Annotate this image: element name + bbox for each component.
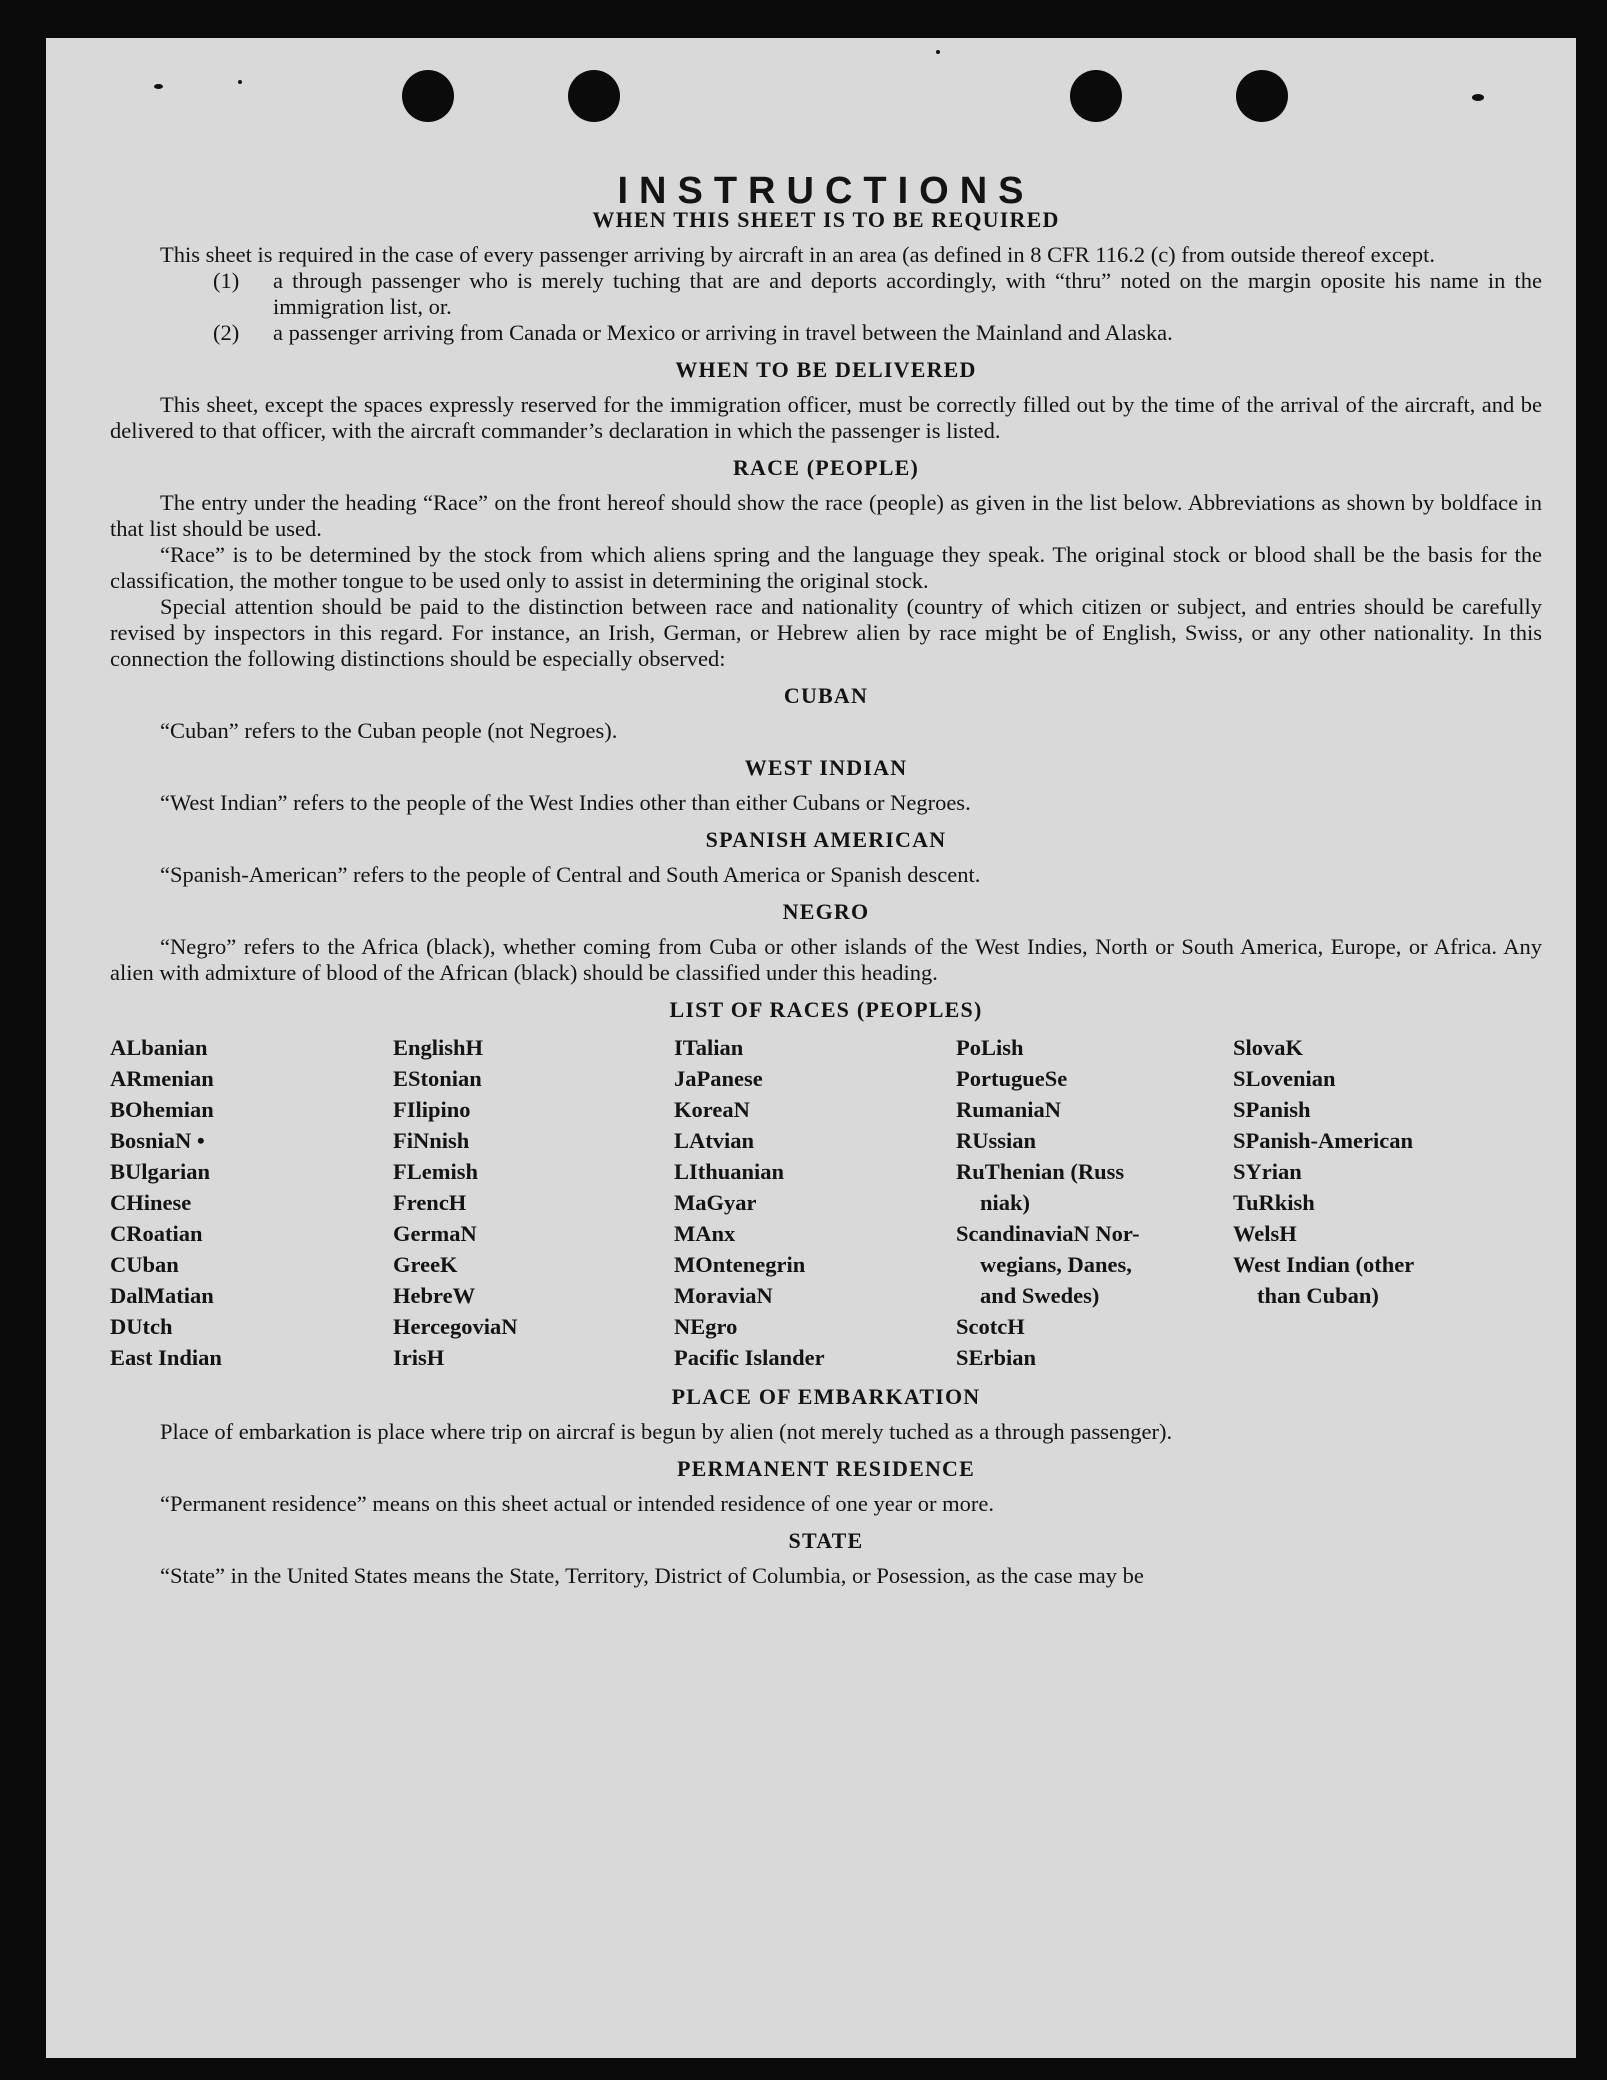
heading-west-indian: WEST INDIAN bbox=[744, 755, 908, 780]
paragraph-delivered: This sheet, except the spaces expressly reserved for the immigration officer, must be correctly filled out by the time of the arrival of the aircraft, and be delivered to that officer, with the aircraft commander’s declaration in which the passenger is listed. bbox=[110, 392, 1542, 443]
race-entry: JaPanese bbox=[674, 1066, 763, 1091]
list-item bbox=[213, 320, 1542, 346]
ink-speck bbox=[936, 50, 940, 54]
paragraph-spanish-american: “Spanish-American” refers to the people of Central and South America or Spanish descent. bbox=[160, 862, 981, 887]
races-column-5 bbox=[1233, 1032, 1533, 1373]
paragraph-race-3: Special attention should be paid to the distinction between race and nationality (country of which citizen or subject, and entries should be carefully revised by inspectors in this regard. For instance, an Irish, German, or Hebrew alien by race might be of English, Swiss, or any other nationality. In this connection the following distinctions should be especially observed: bbox=[110, 594, 1542, 671]
punch-hole bbox=[1070, 70, 1122, 122]
race-entry: FiNnish bbox=[393, 1128, 470, 1153]
race-entry: RUssian bbox=[956, 1128, 1037, 1153]
race-entry: SYrian bbox=[1233, 1159, 1302, 1184]
races-column-3 bbox=[674, 1032, 956, 1373]
paragraph-state: “State” in the United States means the State, Territory, District of Columbia, or Posession, as the case may be bbox=[160, 1563, 1144, 1588]
race-entry: CHinese bbox=[110, 1190, 192, 1215]
race-entry: SPanish-American bbox=[1233, 1128, 1413, 1153]
heading-spanish-american: SPANISH AMERICAN bbox=[705, 827, 947, 852]
item-text: a through passenger who is merely tuching that are and deports accordingly, with “thru” noted on the margin oposite his name in the immigration list, or. bbox=[273, 268, 1542, 319]
race-entry: LAtvian bbox=[674, 1128, 755, 1153]
races-column-4 bbox=[956, 1032, 1233, 1373]
race-entry: Pacific Islander bbox=[674, 1345, 825, 1370]
race-entry-continued: than Cuban) bbox=[1257, 1283, 1379, 1308]
race-entry: BosniaN • bbox=[110, 1128, 205, 1153]
races-column-1 bbox=[110, 1032, 393, 1373]
race-entry: MAnx bbox=[674, 1221, 736, 1246]
race-entry: BUlgarian bbox=[110, 1159, 211, 1184]
race-entry: GermaN bbox=[393, 1221, 477, 1246]
paragraph-residence: “Permanent residence” means on this sheet actual or intended residence of one year or more. bbox=[160, 1491, 995, 1516]
race-entry-continued: niak) bbox=[980, 1190, 1031, 1215]
ink-speck bbox=[1472, 94, 1484, 101]
race-entry: RumaniaN bbox=[956, 1097, 1062, 1122]
race-entry: SlovaK bbox=[1233, 1035, 1304, 1060]
punch-hole bbox=[1236, 70, 1288, 122]
race-entry-continued: and Swedes) bbox=[980, 1283, 1100, 1308]
item-text: a passenger arriving from Canada or Mexico or arriving in travel between the Mainland and Alaska. bbox=[273, 320, 1173, 345]
race-entry: LIthuanian bbox=[674, 1159, 785, 1184]
ink-speck bbox=[238, 80, 242, 84]
race-entry: PortugueSe bbox=[956, 1066, 1068, 1091]
races-table bbox=[110, 1032, 1542, 1373]
heading-required: WHEN THIS SHEET IS TO BE REQUIRED bbox=[592, 207, 1060, 232]
heading-negro: NEGRO bbox=[782, 899, 870, 924]
race-entry: HercegoviaN bbox=[393, 1314, 518, 1339]
paragraph-embarkation: Place of embarkation is place where trip on aircraf is begun by alien (not merely tuched as a through passenger). bbox=[160, 1419, 1173, 1444]
heading-state: STATE bbox=[788, 1528, 864, 1553]
race-entry: TuRkish bbox=[1233, 1190, 1315, 1215]
race-entry: SLovenian bbox=[1233, 1066, 1336, 1091]
race-entry: RuThenian (Russ bbox=[956, 1159, 1125, 1184]
race-entry: FIlipino bbox=[393, 1097, 471, 1122]
race-entry: ARmenian bbox=[110, 1066, 214, 1091]
race-entry: BOhemian bbox=[110, 1097, 214, 1122]
paragraph-required: This sheet is required in the case of every passenger arriving by aircraft in an area (as defined in 8 CFR 116.2 (c) from outside thereof except. bbox=[160, 242, 1435, 267]
punch-hole bbox=[402, 70, 454, 122]
list-item bbox=[213, 268, 1542, 320]
race-entry: SPanish bbox=[1233, 1097, 1311, 1122]
race-entry: East Indian bbox=[110, 1345, 222, 1370]
race-entry: ScotcH bbox=[956, 1314, 1025, 1339]
paragraph-race-1: The entry under the heading “Race” on the front hereof should show the race (people) as given in the list below. Abbreviations as shown by boldface in that list should be used. bbox=[110, 490, 1542, 541]
race-entry: MOntenegrin bbox=[674, 1252, 806, 1277]
heading-race: RACE (PEOPLE) bbox=[732, 455, 920, 480]
punch-hole bbox=[568, 70, 620, 122]
race-entry: NEgro bbox=[674, 1314, 738, 1339]
race-entry: GreeK bbox=[393, 1252, 458, 1277]
race-entry: FLemish bbox=[393, 1159, 479, 1184]
item-number: (1) bbox=[213, 268, 240, 293]
race-entry: MaGyar bbox=[674, 1190, 757, 1215]
race-entry: HebreW bbox=[393, 1283, 476, 1308]
item-number: (2) bbox=[213, 320, 240, 345]
document-page bbox=[46, 38, 1576, 2058]
race-entry: FrencH bbox=[393, 1190, 467, 1215]
page-title: INSTRUCTIONS bbox=[617, 170, 1035, 212]
ink-speck bbox=[154, 84, 163, 89]
heading-list-of-races: LIST OF RACES (PEOPLES) bbox=[669, 997, 983, 1022]
race-entry: SErbian bbox=[956, 1345, 1037, 1370]
heading-cuban: CUBAN bbox=[783, 683, 869, 708]
race-entry: CRoatian bbox=[110, 1221, 203, 1246]
race-entry: DUtch bbox=[110, 1314, 173, 1339]
race-entry: CUban bbox=[110, 1252, 179, 1277]
race-entry: DalMatian bbox=[110, 1283, 214, 1308]
race-entry: ITalian bbox=[674, 1035, 744, 1060]
paragraph-cuban: “Cuban” refers to the Cuban people (not Negroes). bbox=[160, 718, 618, 743]
paragraph-race-2: “Race” is to be determined by the stock from which aliens spring and the language they speak. The original stock or blood shall be the basis for the classification, the mother tongue to be used only to assist in determining the original stock. bbox=[110, 542, 1542, 593]
race-entry: ALbanian bbox=[110, 1035, 208, 1060]
paragraph-west-indian: “West Indian” refers to the people of the West Indies other than either Cubans or Negroes. bbox=[160, 790, 971, 815]
paragraph-negro: “Negro” refers to the Africa (black), whether coming from Cuba or other islands of the West Indies, North or South America, Europe, or Africa. Any alien with admixture of blood of the African (black) should be classified under this heading. bbox=[110, 934, 1542, 985]
race-entry: ScandinaviaN Nor- bbox=[956, 1221, 1140, 1246]
race-entry: MoraviaN bbox=[674, 1283, 773, 1308]
race-entry: EStonian bbox=[393, 1066, 482, 1091]
race-entry-continued: wegians, Danes, bbox=[980, 1252, 1132, 1277]
race-entry: IrisH bbox=[393, 1345, 445, 1370]
races-column-2 bbox=[393, 1032, 674, 1373]
race-entry: WelsH bbox=[1233, 1221, 1297, 1246]
instructions-content bbox=[110, 170, 1542, 1589]
heading-embarkation: PLACE OF EMBARKATION bbox=[671, 1384, 981, 1409]
race-entry: EnglishH bbox=[393, 1035, 484, 1060]
race-entry: PoLish bbox=[956, 1035, 1024, 1060]
heading-residence: PERMANENT RESIDENCE bbox=[676, 1456, 976, 1481]
race-entry: West Indian (other bbox=[1233, 1252, 1415, 1277]
race-entry: KoreaN bbox=[674, 1097, 750, 1122]
heading-delivered: WHEN TO BE DELIVERED bbox=[675, 357, 977, 382]
